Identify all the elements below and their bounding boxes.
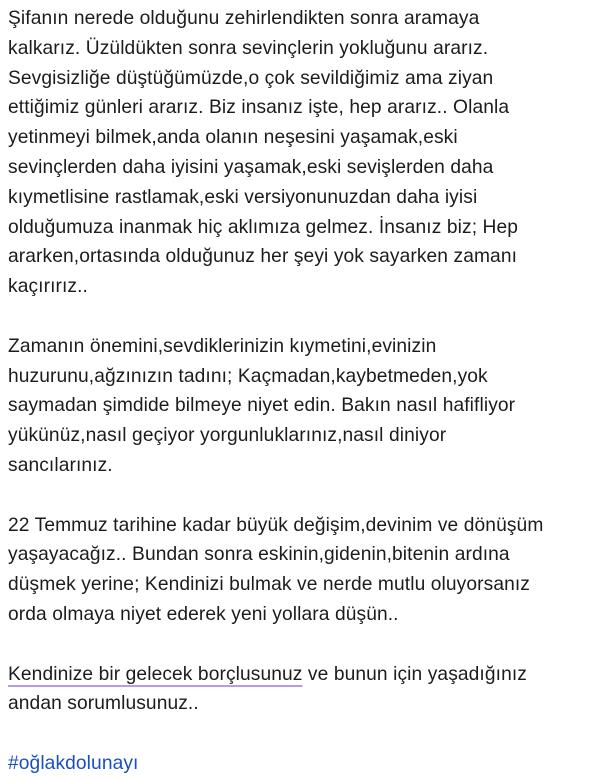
post-caption [8,4,596,779]
caption-paragraph-1: Şifanın nerede olduğunu zehirlendikten sonra aramaya kalkarız. Üzüldükten sonra sevinçlerin yokluğunu ararız. Sevgisizliğe düştüğümüzde,o çok sevildiğimiz ama ziyan ettiğimiz günleri ararız. Biz insanız işte, hep ararız.. Olanla yetinmeyi bilmek,anda olanın neşesini yaşamak,eski sevinçlerden daha iyisini yaşamak,eski sevişlerden daha kıymetlisine rastlamak,eski versiyonunuzdan daha iyisi olduğumuza inanmak hiç aklımıza gelmez. İnsanız biz; Hep ararken,ortasında olduğunuz her şeyi yok sayarken zamanı kaçırırız.. [8,8,519,298]
hashtag-paragraph [8,749,596,779]
caption-paragraph-4 [8,660,596,720]
underlined-phrase: Kendinize bir gelecek borçlusunuz [8,663,303,685]
hashtag-link[interactable]: #oğlakdolunayı [8,752,139,774]
caption-paragraph-3: 22 Temmuz tarihine kadar büyük değişim,devinim ve dönüşüm yaşayacağız.. Bundan sonra eskinin,gidenin,bitenin ardına düşmek yerine; Kendinizi bulmak ve nerde mutlu oluyorsanız orda olmaya niyet ederek yeni yollara düşün.. [8,514,544,625]
caption-paragraph-4-rest: ve bunun için yaşadığınız andan sorumlusunuz.. [8,663,527,715]
caption-paragraph-2: Zamanın önemini,sevdiklerinizin kıymetini,evinizin huzurunu,ağzınızın tadını; Kaçmadan,kaybetmeden,yok saymadan şimdide bilmeye niyet edin. Bakın nasıl hafifliyor yükünüz,nasıl geçiyor yorgunluklarınız,nasıl diniyor sancılarınız. [8,335,516,476]
